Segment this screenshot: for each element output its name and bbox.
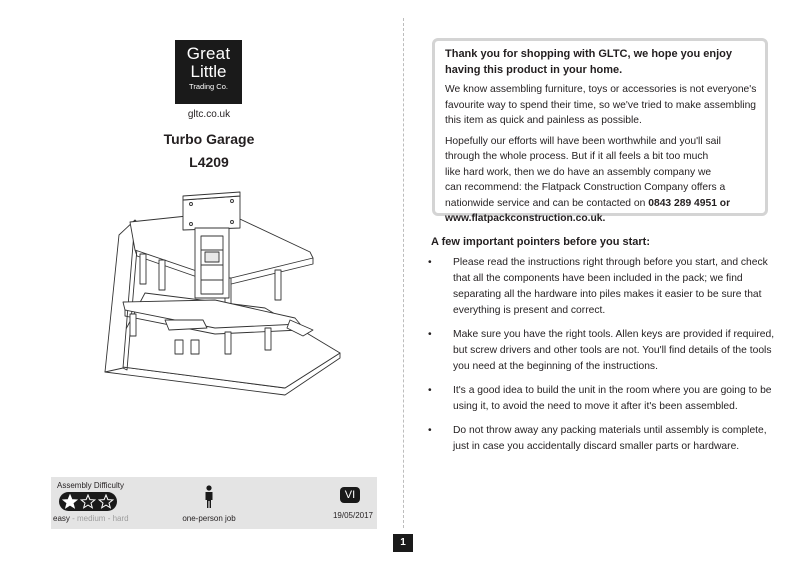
level-separator: - xyxy=(69,514,78,523)
pointer-line: you need at the beginning of the instructions. xyxy=(453,361,658,372)
intro-line: We know assembling furniture, toys or accessories is not everyone's xyxy=(445,84,757,95)
pointer-line: Please read the instructions right through before you start, and check xyxy=(453,257,768,268)
logo-line-1: Great xyxy=(186,44,231,63)
pointer-line: separating all the hardware into piles makes it easier to be sure that xyxy=(453,289,762,300)
document-date: 19/05/2017 xyxy=(332,511,373,520)
pointer-line: Make sure you have the right tools. Allen keys are provided if required, xyxy=(453,329,775,340)
product-title: Turbo Garage xyxy=(163,131,255,147)
phone-number: 0843 289 4951 or xyxy=(648,197,731,209)
page-divider xyxy=(403,18,404,528)
website: gltc.co.uk xyxy=(187,109,231,120)
gltc-logo xyxy=(175,40,242,104)
logo-line-3: Trading Co. xyxy=(189,82,228,91)
level-separator: - xyxy=(105,514,113,523)
pointer-item xyxy=(428,423,768,455)
intro-line: can recommend: the Flatpack Construction Company offers a xyxy=(445,182,726,193)
assembly-website: www.flatpackconstruction.co.uk. xyxy=(445,213,606,224)
star-empty-icon xyxy=(98,494,114,509)
pointer-line: It's a good idea to build the unit in the room where you are going to be xyxy=(453,385,772,396)
star-filled-icon xyxy=(62,494,78,509)
intro-paragraph-1 xyxy=(445,82,757,129)
intro-line-text: nationwide service and can be contacted on xyxy=(445,197,646,209)
assembly-difficulty-label: Assembly Difficulty xyxy=(57,481,124,490)
pointer-line: that all the components have been included in the pack; we find xyxy=(453,273,743,284)
logo-line-2: Little xyxy=(190,62,227,81)
info-footer xyxy=(51,477,377,529)
intro-box xyxy=(432,38,768,224)
product-code: L4209 xyxy=(189,154,229,170)
level-medium: medium xyxy=(77,514,106,523)
page-number: 1 xyxy=(393,534,413,552)
intro-line: Hopefully our efforts will have been worthwhile and you'll sail xyxy=(445,135,721,147)
version-badge: VI xyxy=(340,487,360,503)
product-illustration xyxy=(95,190,355,410)
pointers-heading: A few important pointers before you start: xyxy=(431,236,651,248)
star-empty-icon xyxy=(80,494,96,509)
bullet-icon: • xyxy=(428,425,432,436)
intro-heading xyxy=(445,46,753,78)
pointer-line: just in case you accidentally discard smaller parts or hardware. xyxy=(453,441,740,452)
intro-line xyxy=(445,196,753,212)
difficulty-levels xyxy=(53,514,129,523)
pointer-line: but screw drivers and other tools are not. You'll find details of the tools xyxy=(453,345,772,356)
intro-paragraph-2 xyxy=(445,134,753,227)
pointers-list xyxy=(428,255,775,463)
bullet-icon: • xyxy=(428,257,432,268)
pointer-line: using it, to avoid the need to move it after it's been assembled. xyxy=(453,401,738,412)
intro-heading-line: having this product in your home. xyxy=(445,64,623,76)
pointer-line: Do not throw away any packing materials until assembly is complete, xyxy=(453,425,767,436)
pointer-item xyxy=(428,255,768,319)
intro-line: through the whole process. But if it all feels a bit too much xyxy=(445,151,709,162)
intro-line: like hard work, then we do have an assembly company we xyxy=(445,166,712,178)
intro-line: favourite way to spend their time, so we've tried to make assembling xyxy=(445,99,757,111)
bullet-icon: • xyxy=(428,385,432,396)
person-icon xyxy=(203,485,215,509)
difficulty-stars xyxy=(59,492,117,511)
level-hard: hard xyxy=(112,514,129,523)
pointer-item xyxy=(428,327,775,375)
one-person-job-label: one-person job xyxy=(182,514,236,523)
intro-line: this item as quick and painless as possible. xyxy=(445,115,642,126)
pointer-item xyxy=(428,383,772,415)
bullet-icon: • xyxy=(428,329,432,340)
pointer-line: everything is present and correct. xyxy=(453,305,606,316)
intro-heading-line: Thank you for shopping with GLTC, we hope you enjoy xyxy=(445,48,733,60)
level-easy: easy xyxy=(53,514,70,523)
